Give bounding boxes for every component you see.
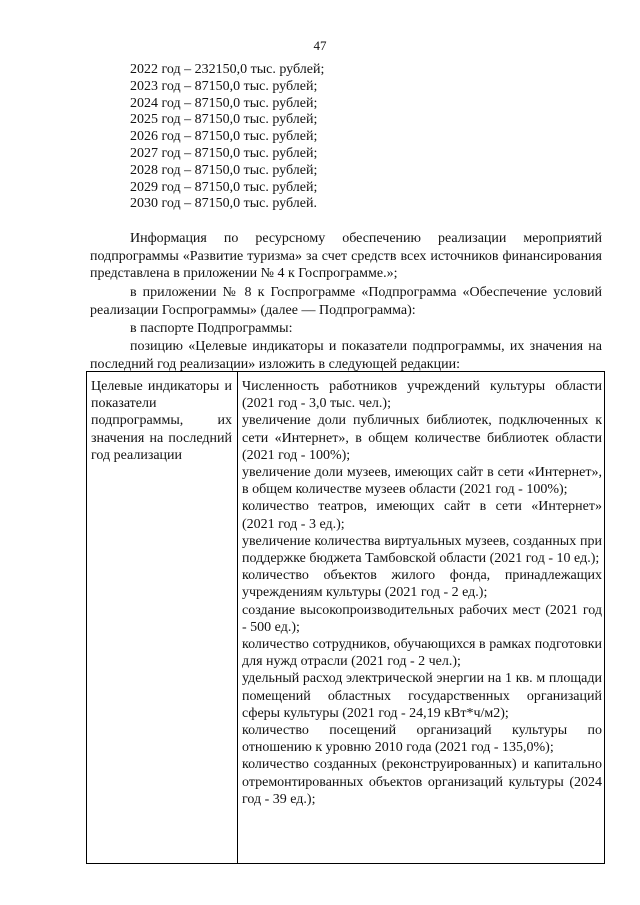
budget-line-2026: 2026 год – 87150,0 тыс. рублей; (130, 129, 318, 145)
paragraph-position: позицию «Целевые индикаторы и показатели подпрограммы, их значения на последний год реализации» изложить в следующей редакции: (90, 339, 602, 372)
budget-line-2022: 2022 год – 232150,0 тыс. рублей; (130, 62, 325, 77)
paragraph-resource-info: Информация по ресурсному обеспечению реализации мероприятий подпрограммы «Развитие туризма» за счет средств всех источников финансирования представлена в приложении № 4 к Госпрограмме.»; (90, 231, 602, 281)
indicator-item: увеличение доли музеев, имеющих сайт в сети «Интернет», в общем количестве музеев области (2021 год - 100%); (242, 465, 602, 498)
budget-line-2024: 2024 год – 87150,0 тыс. рублей; (130, 95, 318, 111)
budget-line-2028: 2028 год – 87150,0 тыс. рублей; (130, 162, 318, 178)
indicator-item: количество театров, имеющих сайт в сети «Интернет» (2021 год - 3 ед.); (242, 499, 602, 532)
indicator-item: увеличение доли публичных библиотек, подключенных к сети «Интернет», в общем количестве библиотек области (2021 год - 100%); (242, 413, 602, 463)
indicator-item: количество посещений организаций культуры по отношению к уровню 2010 года (2021 год - 135,0%); (242, 723, 602, 756)
indicator-item: создание высокопроизводительных рабочих мест (2021 год - 500 ед.); (242, 602, 602, 635)
budget-line-2027: 2027 год – 87150,0 тыс. рублей; (130, 145, 318, 161)
table-left-label: Целевые индикаторы и показатели подпрограммы, их значения на последний год реализации (91, 379, 232, 463)
budget-line-2029: 2029 год – 87150,0 тыс. рублей; (130, 179, 318, 195)
budget-lines (130, 62, 324, 213)
indicator-item: удельный расход электрической энергии на 1 кв. м площади помещений областных государственных организаций сферы культуры (2021 год - 24,19 кВт*ч/м2); (242, 671, 602, 721)
indicator-item: количество объектов жилого фонда, принадлежащих учреждениям культуры (2021 год - 2 ед.); (242, 568, 602, 601)
paragraph-appendix-8: в приложении № 8 к Госпрограмме «Подпрограмма «Обеспечение условий реализации Госпрограммы» (далее — Подпрограмма): (90, 285, 602, 318)
page-number: 47 (313, 38, 327, 53)
budget-line-2030: 2030 год – 87150,0 тыс. рублей. (130, 196, 317, 212)
indicator-item: увеличение количества виртуальных музеев, созданных при поддержке бюджета Тамбовской области (2021 год - 10 ед.); (242, 533, 602, 567)
indicator-item: количество сотрудников, обучающихся в рамках подготовки для нужд отрасли (2021 год - 2 чел.); (242, 637, 602, 670)
budget-line-2023: 2023 год – 87150,0 тыс. рублей; (130, 78, 318, 94)
paragraph-passport: в паспорте Подпрограммы: (130, 321, 293, 336)
indicator-item: Численность работников учреждений культуры области (2021 год - 3,0 тыс. чел.); (242, 379, 602, 412)
indicators-table (86, 371, 605, 864)
table-column-divider (237, 372, 238, 863)
indicator-item: количество созданных (реконструированных) и капитально отремонтированных объектов организаций культуры (2024 год - 39 ед.); (242, 757, 602, 807)
table-indicators-cell (242, 378, 602, 808)
budget-line-2025: 2025 год – 87150,0 тыс. рублей; (130, 112, 318, 128)
